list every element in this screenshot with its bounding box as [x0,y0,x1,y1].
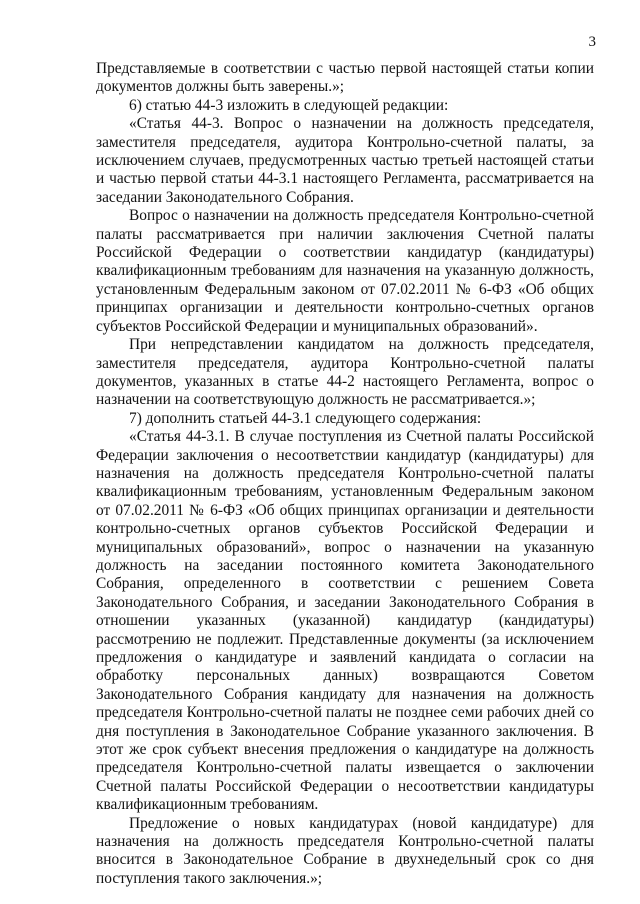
paragraph-non-submission: При непредставлении кандидатом на должность председателя, заместителя председателя, аудитора Контрольно-счетной палаты документов, указанных в статье 44-2 настоящего Регламента, вопрос о назначении на соответствующую должность не рассматривается.»; [96,336,594,409]
paragraph-item-6: 6) статью 44-3 изложить в следующей редакции: [129,96,449,114]
paragraph-continuation: Представляемые в соответствии с частью первой настоящей статьи копии документов должны быть заверены.»; [96,60,594,96]
paragraph-chairman-appointment: Вопрос о назначении на должность председателя Контрольно-счетной палаты рассматривается при наличии заключения Счетной палаты Российской Федерации о соответствии кандидатур (кандидатуры) квалификационным требованиям для назначения на указанную должность, установленным Федеральным законом от 07.02.2011 № 6-ФЗ «Об общих принципах организации и деятельности контрольно-счетных органов субъектов Российской Федерации и муниципальных образований». [96,207,594,335]
paragraph-article-44-3: «Статья 44-3. Вопрос о назначении на должность председателя, заместителя председателя, аудитора Контрольно-счетной палаты, за исключением случаев, предусмотренных частью третьей настоящей статьи и частью первой статьи 44-3.1 настоящего Регламента, рассматривается на заседании Законодательного Собрания. [96,115,594,206]
page-number: 3 [588,34,596,50]
document-body [96,60,594,888]
paragraph-new-candidates: Предложение о новых кандидатурах (новой кандидатуре) для назначения на должность председателя Контрольно-счетной палаты вносится в Законодательное Собрание в двухнедельный срок со дня поступления такого заключения.»; [96,814,594,887]
paragraph-article-44-3-1: «Статья 44-3.1. В случае поступления из Счетной палаты Российской Федерации заключения о несоответствии кандидатур (кандидатуры) для назначения на должность председателя Контрольно-счетной палаты квалификационным требованиям, установленным Федеральным законом от 07.02.2011 № 6-ФЗ «Об общих принципах организации и деятельности контрольно-счетных органов субъектов Российской Федерации и муниципальных образований», вопрос о назначении на указанную должность на заседании постоянного комитета Законодательного Собрания, определенного в соответствии с решением Совета Законодательного Собрания, и заседании Законодательного Собрания в отношении указанных (указанной) кандидатур (кандидатуры) рассмотрению не подлежит. Представленные документы (за исключением предложения о кандидатуре и заявлений кандидата о согласии на обработку персональных данных) возвращаются Советом Законодательного Собрания кандидату для назначения на должность председателя Контрольно-счетной палаты не позднее семи рабочих дней со дня поступления в Законодательное Собрание указанного заключения. В этот же срок субъект внесения предложения о кандидатуре на должность председателя Контрольно-счетной палаты извещается о заключении Счетной палаты Российской Федерации о несоответствии кандидатуры квалификационным требованиям. [96,428,594,814]
paragraph-item-7: 7) дополнить статьей 44-3.1 следующего содержания: [129,409,482,427]
